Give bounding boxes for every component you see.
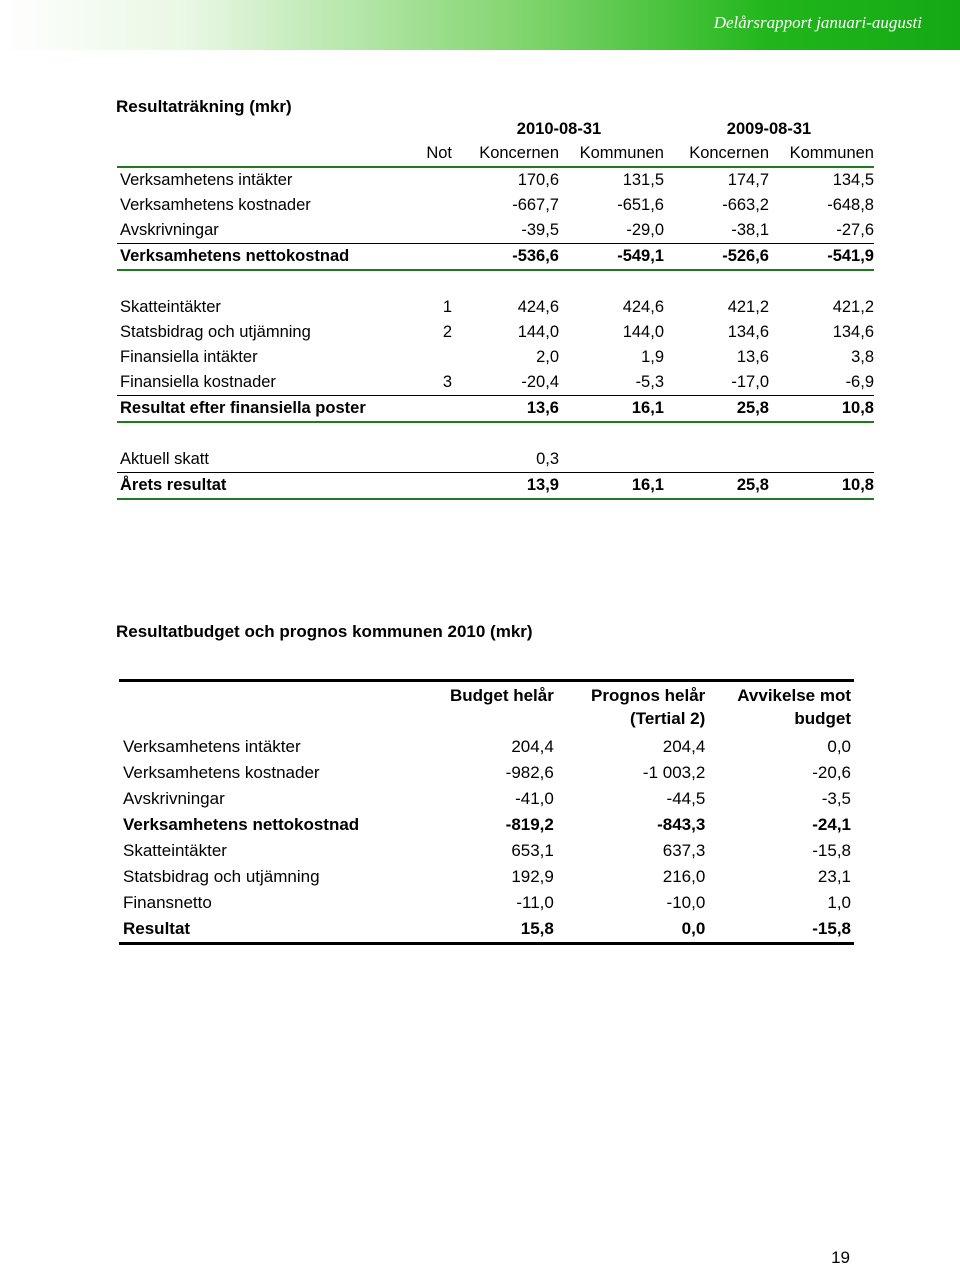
period-2010-header: 2010-08-31	[516, 119, 602, 138]
budget-title: Resultatbudget och prognos kommunen 2010 (mkr)	[116, 622, 533, 641]
table-row: Aktuell skatt 0,3	[117, 447, 874, 473]
table-row-subtotal: Resultat efter finansiella poster 13,6 16,1 25,8 10,8	[117, 396, 874, 423]
period-2009-header: 2009-08-31	[726, 119, 812, 138]
budget-table	[119, 679, 854, 945]
spacer-row	[117, 270, 874, 295]
running-header-title: Delårsrapport januari-augusti	[713, 13, 922, 32]
table-row: Skatteintäkter 1 424,6 424,6 421,2 421,2	[120, 298, 874, 316]
column-header: Koncernen	[454, 141, 559, 167]
table-row: Statsbidrag och utjämning 2 144,0 144,0 134,6 134,6	[120, 323, 874, 341]
table-row: Verksamhetens kostnader -667,7 -651,6 -663,2 -648,8	[120, 196, 874, 214]
header-band	[0, 0, 960, 50]
spacer-row	[117, 422, 874, 447]
column-header: Koncernen	[664, 141, 769, 167]
income-statement-title: Resultaträkning (mkr)	[116, 97, 292, 116]
column-header: Kommunen	[559, 141, 664, 167]
table-header-dates	[117, 117, 874, 141]
table-row: Finansiella kostnader 3 -20,4 -5,3 -17,0 -6,9	[117, 370, 874, 396]
table-row: Finansnetto -11,0 -10,0 1,0	[123, 893, 851, 912]
column-header-forecast: Prognos helår (Tertial 2)	[590, 686, 706, 728]
column-header-deviation: Avvikelse mot budget	[737, 686, 851, 728]
table-row: Skatteintäkter 653,1 637,3 -15,8	[123, 841, 851, 860]
table-row: Verksamhetens intäkter 204,4 204,4 0,0	[123, 737, 851, 756]
column-header-budget: Budget helår	[449, 686, 554, 705]
table-row: Finansiella intäkter 2,0 1,9 13,6 3,8	[120, 348, 874, 366]
table-row: Statsbidrag och utjämning 192,9 216,0 23,1	[123, 867, 851, 886]
table-row-total: Årets resultat 13,9 16,1 25,8 10,8	[117, 473, 874, 500]
table-row-total: Resultat 15,8 0,0 -15,8	[123, 919, 851, 938]
table-header-columns	[119, 681, 854, 735]
table-row: Verksamhetens kostnader -982,6 -1 003,2 -20,6	[123, 763, 851, 782]
table-row: Avskrivningar -41,0 -44,5 -3,5	[123, 789, 851, 808]
table-row: Verksamhetens intäkter 170,6 131,5 174,7 134,5	[120, 171, 874, 189]
income-statement-table	[117, 117, 874, 500]
column-header-note: Not	[416, 141, 454, 167]
table-row: Avskrivningar -39,5 -29,0 -38,1 -27,6	[117, 218, 874, 244]
column-header: Kommunen	[769, 141, 874, 167]
table-row-subtotal: Verksamhetens nettokostnad -536,6 -549,1 -526,6 -541,9	[117, 244, 874, 271]
page-number: 19	[831, 1248, 850, 1267]
table-header-columns	[117, 141, 874, 167]
table-row-subtotal: Verksamhetens nettokostnad -819,2 -843,3 -24,1	[123, 815, 851, 834]
